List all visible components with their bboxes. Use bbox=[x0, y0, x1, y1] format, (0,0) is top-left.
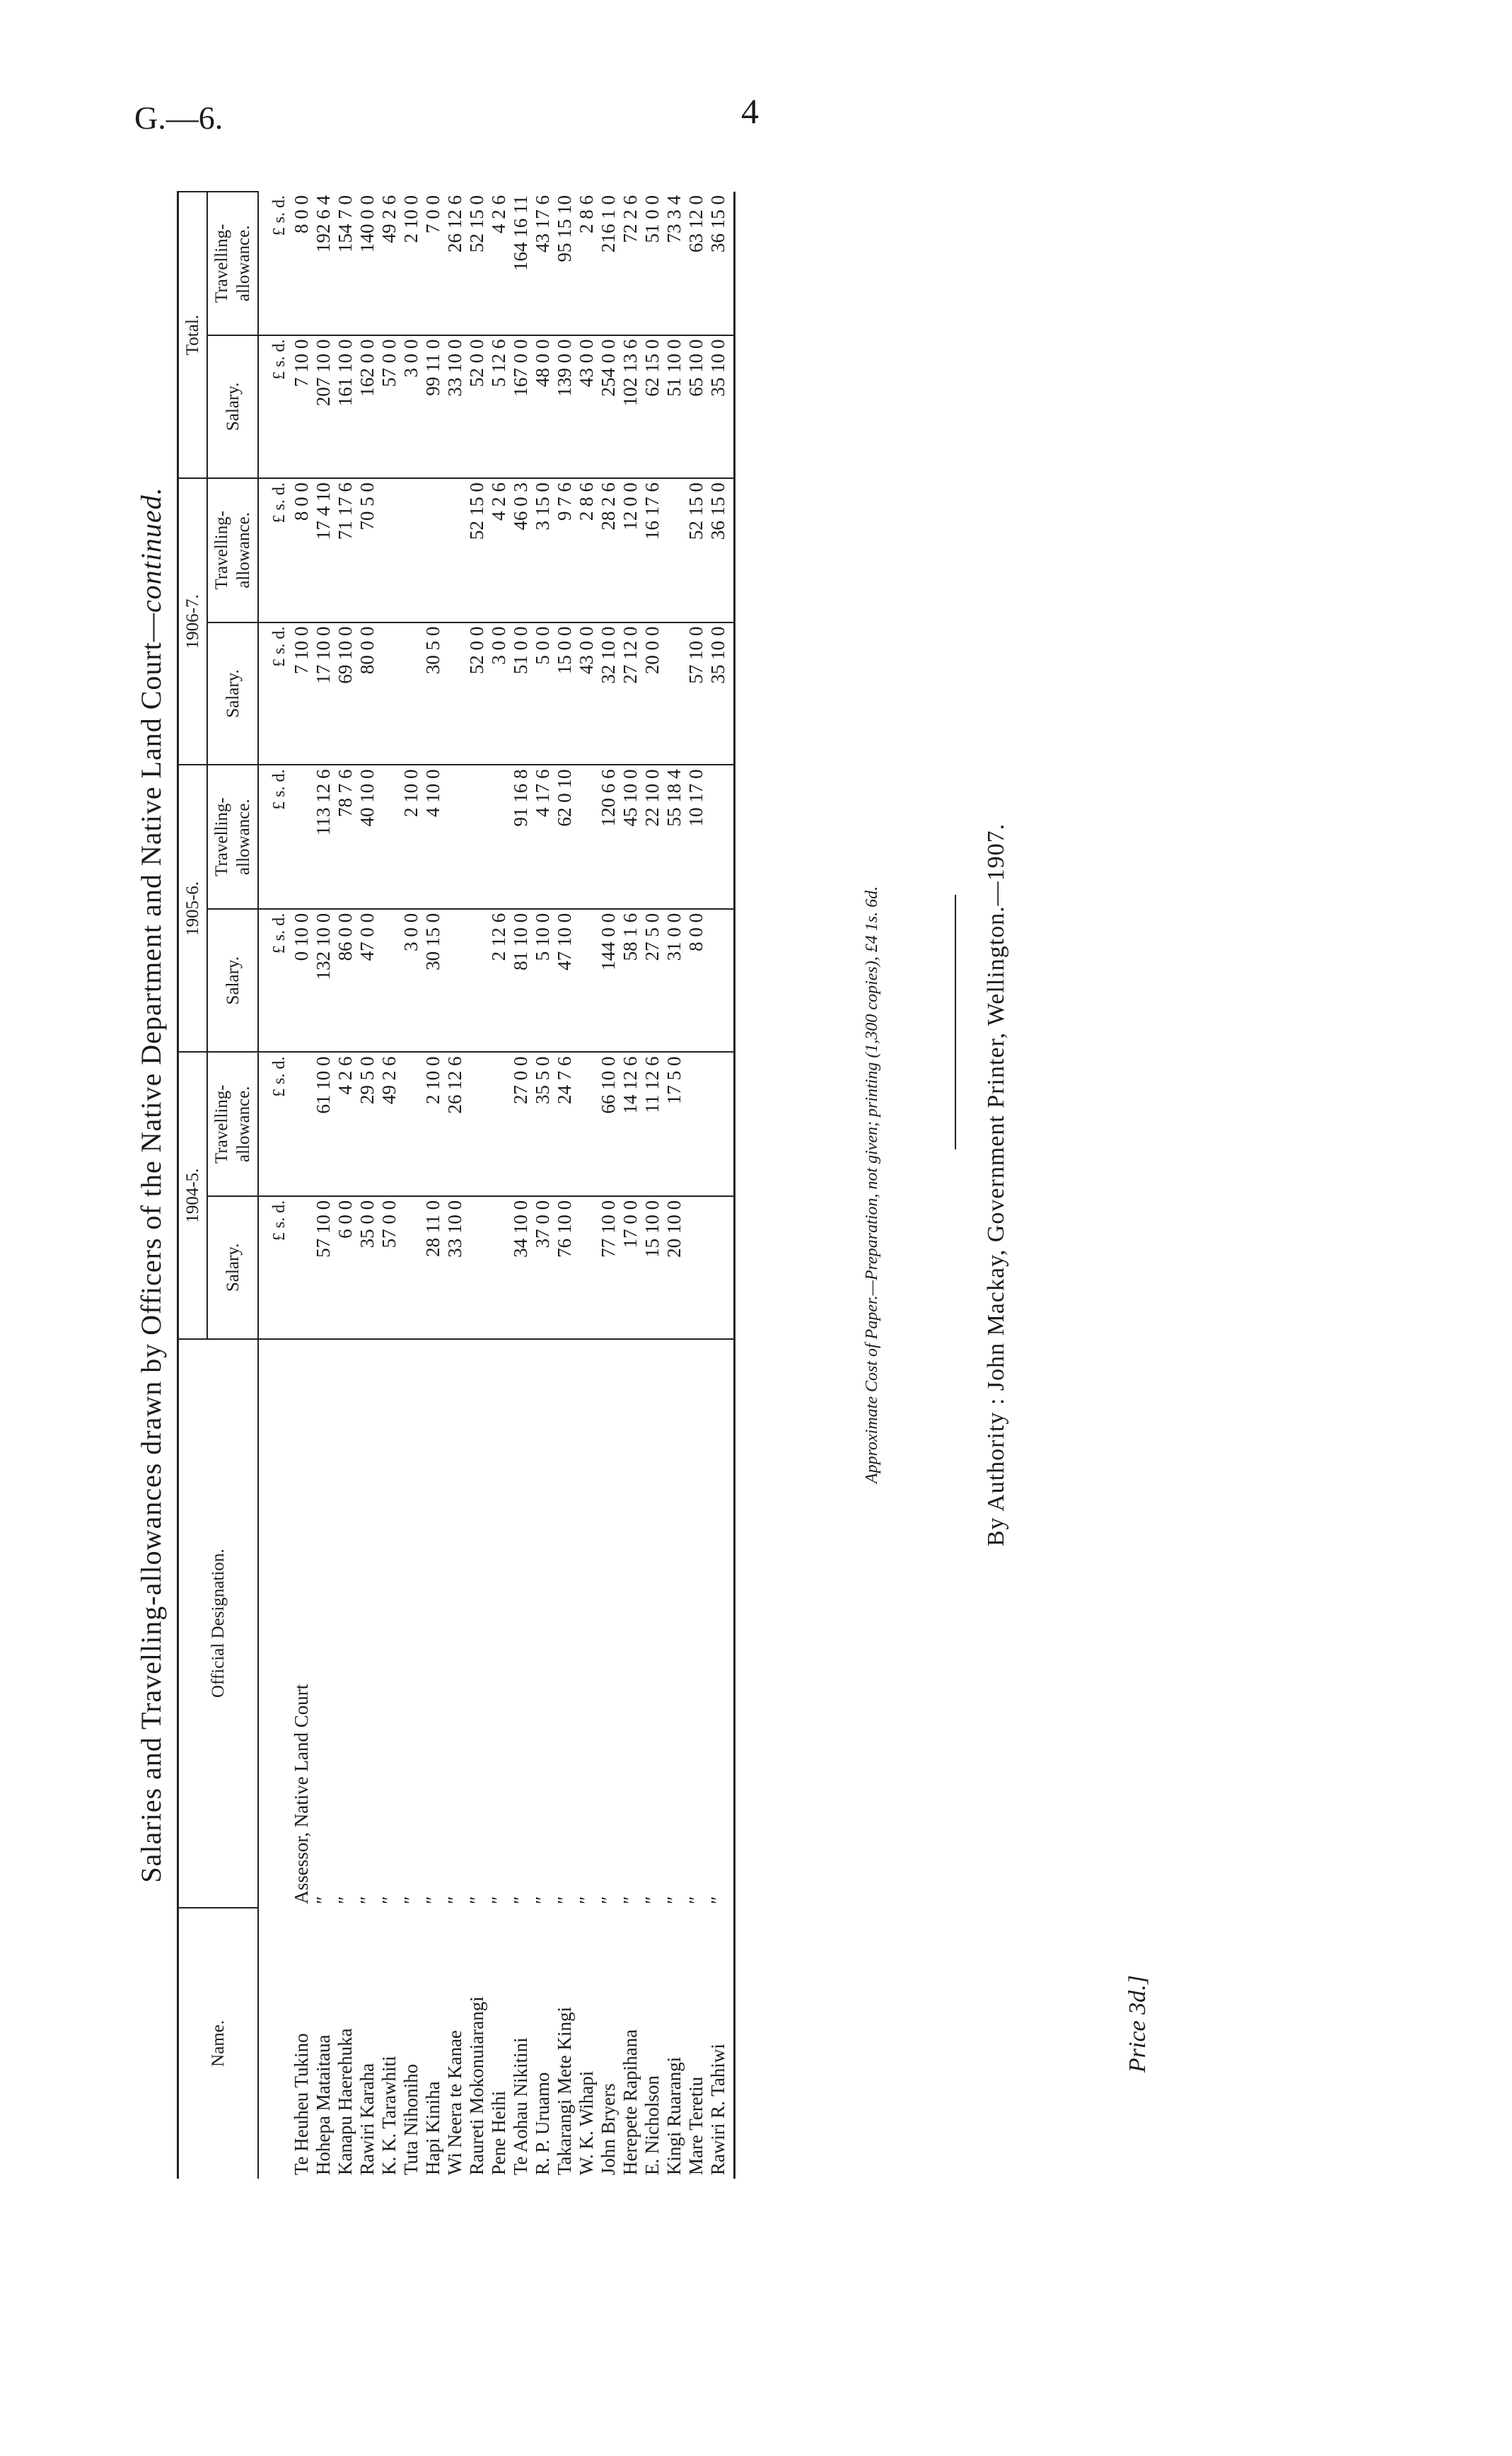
salary-cell: 0 10 0 bbox=[291, 909, 313, 1053]
officer-name: Hohepa Mataitaua bbox=[313, 2034, 334, 2175]
official-designation: ″ bbox=[444, 1896, 465, 1904]
travelling-allowance-cell: 27 0 0 bbox=[510, 1052, 532, 1195]
salary-cell: 3 0 0 bbox=[488, 622, 510, 765]
page-number: 4 bbox=[741, 91, 759, 131]
official-designation: ″ bbox=[576, 1896, 597, 1904]
officer-name: Kanapu Haerehuka bbox=[335, 2028, 356, 2175]
salary-cell: 6 0 0 bbox=[335, 1196, 356, 1339]
salary-cell: 15 0 0 bbox=[554, 622, 576, 765]
travelling-allowance-cell: 26 12 6 bbox=[444, 1052, 466, 1195]
salary-cell: 161 10 0 bbox=[335, 335, 356, 479]
column-header-year-1905: 1905-6. bbox=[178, 765, 208, 1052]
travelling-allowance-cell: 8 0 0 bbox=[291, 192, 313, 335]
salary-cell: 52 0 0 bbox=[466, 335, 488, 479]
travelling-allowance-cell: 140 0 0 bbox=[356, 192, 378, 335]
travelling-allowance-cell: 4 10 0 bbox=[422, 765, 444, 908]
salary-cell: 144 0 0 bbox=[598, 909, 620, 1053]
salary-cell: 57 10 0 bbox=[685, 622, 707, 765]
salary-cell: 99 11 0 bbox=[422, 335, 444, 479]
salary-cell: 3 0 0 bbox=[400, 335, 422, 479]
travelling-allowance-cell: 62 0 10 bbox=[554, 765, 576, 908]
units-row bbox=[258, 192, 291, 2179]
table-row bbox=[510, 192, 532, 2179]
salary-cell bbox=[400, 622, 422, 765]
subheader-salary: Salary. bbox=[207, 909, 258, 1053]
travelling-allowance-cell: 70 5 0 bbox=[356, 478, 378, 622]
salary-cell: 43 0 0 bbox=[576, 335, 598, 479]
travelling-allowance-cell: 2 8 6 bbox=[576, 192, 598, 335]
official-designation: Assessor, Native Land Court bbox=[291, 1684, 312, 1904]
travelling-allowance-cell bbox=[576, 765, 598, 908]
travelling-allowance-cell: 52 15 0 bbox=[685, 478, 707, 622]
travelling-allowance-cell bbox=[663, 478, 685, 622]
officer-name: Herepete Rapihana bbox=[620, 2029, 641, 2175]
salary-cell: 62 15 0 bbox=[641, 335, 663, 479]
salary-cell: 102 13 6 bbox=[620, 335, 641, 479]
travelling-allowance-cell: 35 5 0 bbox=[532, 1052, 554, 1195]
column-header-year-1906: 1906-7. bbox=[178, 478, 208, 765]
table-title bbox=[134, 191, 168, 2179]
officer-name: Te Heuheu Tukino bbox=[291, 2033, 312, 2175]
salary-cell: 20 10 0 bbox=[663, 1196, 685, 1339]
travelling-allowance-cell bbox=[378, 765, 400, 908]
table-row bbox=[313, 192, 335, 2179]
table-body bbox=[258, 192, 735, 2179]
salary-cell: 15 10 0 bbox=[641, 1196, 663, 1339]
travelling-allowance-cell: 61 10 0 bbox=[313, 1052, 335, 1195]
officer-name: Tuta Nihoniho bbox=[400, 2063, 421, 2175]
units-label: £ s. d. bbox=[258, 192, 291, 335]
travelling-allowance-cell: 16 17 6 bbox=[641, 478, 663, 622]
travelling-allowance-cell: 95 15 10 bbox=[554, 192, 576, 335]
salary-cell: 43 0 0 bbox=[576, 622, 598, 765]
travelling-allowance-cell: 28 2 6 bbox=[598, 478, 620, 622]
official-designation: ″ bbox=[488, 1896, 509, 1904]
salary-cell bbox=[707, 1196, 735, 1339]
travelling-allowance-cell bbox=[400, 478, 422, 622]
cost-of-paper-note: Approximate Cost of Paper.—Preparation, not given; printing (1,300 copies), £4 1s. 6d. bbox=[863, 886, 881, 1484]
salary-cell: 76 10 0 bbox=[554, 1196, 576, 1339]
salary-cell: 7 10 0 bbox=[291, 622, 313, 765]
salaries-table bbox=[177, 191, 735, 2179]
travelling-allowance-cell bbox=[378, 478, 400, 622]
travelling-allowance-cell: 216 1 0 bbox=[598, 192, 620, 335]
table-row bbox=[400, 192, 422, 2179]
table-row bbox=[532, 192, 554, 2179]
officer-name: Mare Teretiu bbox=[685, 2076, 706, 2175]
travelling-allowance-cell: 40 10 0 bbox=[356, 765, 378, 908]
travelling-allowance-cell: 29 5 0 bbox=[356, 1052, 378, 1195]
salary-cell bbox=[576, 909, 598, 1053]
table-row bbox=[663, 192, 685, 2179]
official-designation: ″ bbox=[532, 1896, 553, 1904]
salary-cell: 52 0 0 bbox=[466, 622, 488, 765]
salary-cell: 35 10 0 bbox=[707, 622, 735, 765]
table-row bbox=[707, 192, 735, 2179]
officer-name: K. K. Tarawhiti bbox=[378, 2056, 400, 2175]
travelling-allowance-cell: 4 2 6 bbox=[335, 1052, 356, 1195]
salary-cell: 32 10 0 bbox=[598, 622, 620, 765]
official-designation: ″ bbox=[554, 1896, 575, 1904]
salary-cell: 30 15 0 bbox=[422, 909, 444, 1053]
subheader-travelling-allowance: Travelling-allowance. bbox=[207, 192, 258, 335]
travelling-allowance-cell: 46 0 3 bbox=[510, 478, 532, 622]
salary-cell: 254 0 0 bbox=[598, 335, 620, 479]
units-label: £ s. d. bbox=[258, 765, 291, 908]
travelling-allowance-cell: 8 0 0 bbox=[291, 478, 313, 622]
travelling-allowance-cell: 26 12 6 bbox=[444, 192, 466, 335]
salary-cell: 69 10 0 bbox=[335, 622, 356, 765]
travelling-allowance-cell: 91 16 8 bbox=[510, 765, 532, 908]
officer-name: Rawiri R. Tahiwi bbox=[707, 1908, 735, 2179]
units-label: £ s. d. bbox=[258, 1052, 291, 1195]
official-designation: ″ bbox=[620, 1896, 641, 1904]
officer-name: Wi Neera te Kanae bbox=[444, 2029, 465, 2175]
official-designation: ″ bbox=[313, 1896, 334, 1904]
salary-cell: 30 5 0 bbox=[422, 622, 444, 765]
units-label: £ s. d. bbox=[258, 1196, 291, 1339]
subheader-salary: Salary. bbox=[207, 622, 258, 765]
official-designation: ″ bbox=[400, 1896, 421, 1904]
travelling-allowance-cell bbox=[291, 765, 313, 908]
travelling-allowance-cell: 2 8 6 bbox=[576, 478, 598, 622]
officer-name: Takarangi Mete Kingi bbox=[554, 2006, 575, 2175]
salary-cell: 162 0 0 bbox=[356, 335, 378, 479]
salary-cell: 5 0 0 bbox=[532, 622, 554, 765]
table-row bbox=[576, 192, 598, 2179]
travelling-allowance-cell bbox=[422, 478, 444, 622]
subheader-travelling-allowance: Travelling-allowance. bbox=[207, 478, 258, 622]
travelling-allowance-cell: 36 15 0 bbox=[707, 192, 735, 335]
column-header-designation: Official Designation. bbox=[178, 1339, 259, 1908]
travelling-allowance-cell bbox=[444, 478, 466, 622]
column-header-year-1904: 1904-5. bbox=[178, 1052, 208, 1338]
official-designation: ″ bbox=[335, 1896, 356, 1904]
salary-cell: 51 10 0 bbox=[663, 335, 685, 479]
units-label: £ s. d. bbox=[258, 478, 291, 622]
travelling-allowance-cell bbox=[291, 1052, 313, 1195]
table-row bbox=[378, 192, 400, 2179]
travelling-allowance-cell: 9 7 6 bbox=[554, 478, 576, 622]
rotated-table-sheet bbox=[134, 191, 1151, 2179]
travelling-allowance-cell: 52 15 0 bbox=[466, 478, 488, 622]
table-title-main: Salaries and Travelling-allowances drawn by Officers of the Native Department and Native Land Court— bbox=[135, 613, 167, 1883]
travelling-allowance-cell: 49 2 6 bbox=[378, 192, 400, 335]
travelling-allowance-cell: 71 17 6 bbox=[335, 478, 356, 622]
table-row bbox=[488, 192, 510, 2179]
officer-name: John Bryers bbox=[598, 2083, 619, 2175]
salary-cell bbox=[707, 909, 735, 1053]
travelling-allowance-cell: 72 2 6 bbox=[620, 192, 641, 335]
official-designation: ″ bbox=[598, 1896, 619, 1904]
travelling-allowance-cell: 63 12 0 bbox=[685, 192, 707, 335]
table-title-continued: continued. bbox=[135, 487, 167, 613]
salary-cell: 58 1 6 bbox=[620, 909, 641, 1053]
salary-cell bbox=[685, 1196, 707, 1339]
salary-cell bbox=[466, 1196, 488, 1339]
travelling-allowance-cell: 120 6 6 bbox=[598, 765, 620, 908]
official-designation: ″ bbox=[510, 1896, 531, 1904]
travelling-allowance-cell: 2 10 0 bbox=[422, 1052, 444, 1195]
subheader-salary: Salary. bbox=[207, 1196, 258, 1339]
official-designation: ″ bbox=[707, 1339, 735, 1908]
salary-cell: 35 10 0 bbox=[707, 335, 735, 479]
official-designation: ″ bbox=[466, 1896, 487, 1904]
units-label: £ s. d. bbox=[258, 335, 291, 479]
official-designation: ″ bbox=[641, 1896, 663, 1904]
subheader-salary: Salary. bbox=[207, 335, 258, 479]
subheader-travelling-allowance: Travelling-allowance. bbox=[207, 765, 258, 908]
subheader-travelling-allowance: Travelling-allowance. bbox=[207, 1052, 258, 1195]
travelling-allowance-cell: 192 6 4 bbox=[313, 192, 335, 335]
travelling-allowance-cell bbox=[444, 765, 466, 908]
salary-cell: 47 0 0 bbox=[356, 909, 378, 1053]
travelling-allowance-cell: 78 7 6 bbox=[335, 765, 356, 908]
travelling-allowance-cell: 22 10 0 bbox=[641, 765, 663, 908]
salary-cell: 17 0 0 bbox=[620, 1196, 641, 1339]
travelling-allowance-cell: 12 0 0 bbox=[620, 478, 641, 622]
price-label: Price 3d.] bbox=[1124, 1975, 1151, 2073]
travelling-allowance-cell: 154 7 0 bbox=[335, 192, 356, 335]
travelling-allowance-cell: 43 17 6 bbox=[532, 192, 554, 335]
salary-cell: 48 0 0 bbox=[532, 335, 554, 479]
salary-cell: 86 0 0 bbox=[335, 909, 356, 1053]
salary-cell bbox=[488, 1196, 510, 1339]
travelling-allowance-cell bbox=[707, 765, 735, 908]
travelling-allowance-cell: 164 16 11 bbox=[510, 192, 532, 335]
travelling-allowance-cell: 7 0 0 bbox=[422, 192, 444, 335]
official-designation: ″ bbox=[378, 1896, 400, 1904]
salary-cell bbox=[444, 622, 466, 765]
salary-cell bbox=[400, 1196, 422, 1339]
table-row bbox=[356, 192, 378, 2179]
travelling-allowance-cell: 49 2 6 bbox=[378, 1052, 400, 1195]
travelling-allowance-cell: 3 15 0 bbox=[532, 478, 554, 622]
travelling-allowance-cell: 4 2 6 bbox=[488, 192, 510, 335]
salary-cell bbox=[466, 909, 488, 1053]
salary-cell: 8 0 0 bbox=[685, 909, 707, 1053]
travelling-allowance-cell: 4 17 6 bbox=[532, 765, 554, 908]
salary-cell: 27 12 0 bbox=[620, 622, 641, 765]
salary-cell: 47 10 0 bbox=[554, 909, 576, 1053]
salary-cell: 65 10 0 bbox=[685, 335, 707, 479]
salary-cell bbox=[576, 1196, 598, 1339]
table-row bbox=[422, 192, 444, 2179]
officer-name: Pene Heihi bbox=[488, 2090, 509, 2175]
travelling-allowance-cell: 17 4 10 bbox=[313, 478, 335, 622]
table-row bbox=[641, 192, 663, 2179]
table-row bbox=[554, 192, 576, 2179]
travelling-allowance-cell: 14 12 6 bbox=[620, 1052, 641, 1195]
officer-name: Kingi Ruarangi bbox=[663, 2056, 685, 2175]
officer-name: R. P. Uruamo bbox=[532, 2072, 553, 2175]
salary-cell: 35 0 0 bbox=[356, 1196, 378, 1339]
salary-cell: 7 10 0 bbox=[291, 335, 313, 479]
salary-cell bbox=[444, 909, 466, 1053]
travelling-allowance-cell: 4 2 6 bbox=[488, 478, 510, 622]
travelling-allowance-cell: 55 18 4 bbox=[663, 765, 685, 908]
table-row bbox=[291, 192, 313, 2179]
travelling-allowance-cell: 45 10 0 bbox=[620, 765, 641, 908]
salary-cell: 207 10 0 bbox=[313, 335, 335, 479]
salary-cell bbox=[663, 622, 685, 765]
official-designation: ″ bbox=[663, 1896, 685, 1904]
salary-cell: 3 0 0 bbox=[400, 909, 422, 1053]
salary-cell: 37 0 0 bbox=[532, 1196, 554, 1339]
salary-cell: 51 0 0 bbox=[510, 622, 532, 765]
salary-cell bbox=[378, 909, 400, 1053]
units-label: £ s. d. bbox=[258, 909, 291, 1053]
salary-cell: 139 0 0 bbox=[554, 335, 576, 479]
table-row bbox=[598, 192, 620, 2179]
travelling-allowance-cell: 10 17 0 bbox=[685, 765, 707, 908]
salary-cell: 5 10 0 bbox=[532, 909, 554, 1053]
travelling-allowance-cell bbox=[488, 765, 510, 908]
salary-cell: 33 10 0 bbox=[444, 1196, 466, 1339]
travelling-allowance-cell: 113 12 6 bbox=[313, 765, 335, 908]
salary-cell: 2 12 6 bbox=[488, 909, 510, 1053]
salary-cell: 77 10 0 bbox=[598, 1196, 620, 1339]
column-header-total: Total. bbox=[178, 192, 208, 478]
travelling-allowance-cell: 51 0 0 bbox=[641, 192, 663, 335]
travelling-allowance-cell: 2 10 0 bbox=[400, 192, 422, 335]
travelling-allowance-cell: 36 15 0 bbox=[707, 478, 735, 622]
officer-name: Rawiri Karaha bbox=[356, 2063, 378, 2175]
salary-cell bbox=[291, 1196, 313, 1339]
travelling-allowance-cell bbox=[466, 1052, 488, 1195]
travelling-allowance-cell bbox=[576, 1052, 598, 1195]
travelling-allowance-cell bbox=[488, 1052, 510, 1195]
officer-name: Te Aohau Nikitini bbox=[510, 2037, 531, 2175]
official-designation: ″ bbox=[685, 1896, 706, 1904]
salary-cell: 33 10 0 bbox=[444, 335, 466, 479]
travelling-allowance-cell bbox=[685, 1052, 707, 1195]
officer-name: Raureti Mokonuiarangi bbox=[466, 1996, 487, 2175]
travelling-allowance-cell bbox=[707, 1052, 735, 1195]
travelling-allowance-cell: 73 3 4 bbox=[663, 192, 685, 335]
travelling-allowance-cell bbox=[400, 1052, 422, 1195]
salary-cell: 57 10 0 bbox=[313, 1196, 335, 1339]
travelling-allowance-cell bbox=[466, 765, 488, 908]
salary-cell: 132 10 0 bbox=[313, 909, 335, 1053]
units-label: £ s. d. bbox=[258, 622, 291, 765]
salary-cell: 167 0 0 bbox=[510, 335, 532, 479]
table-row bbox=[620, 192, 641, 2179]
officer-name: Hapi Kiniha bbox=[422, 2081, 443, 2175]
table-row bbox=[685, 192, 707, 2179]
salary-cell bbox=[378, 622, 400, 765]
page-reference: G.—6. bbox=[134, 100, 223, 136]
salary-cell: 57 0 0 bbox=[378, 1196, 400, 1339]
salary-cell: 28 11 0 bbox=[422, 1196, 444, 1339]
travelling-allowance-cell: 2 10 0 bbox=[400, 765, 422, 908]
table-row bbox=[444, 192, 466, 2179]
travelling-allowance-cell: 24 7 6 bbox=[554, 1052, 576, 1195]
printer-authority: By Authority : John Mackay, Government Printer, Wellington.—1907. bbox=[983, 823, 1009, 1547]
column-header-name: Name. bbox=[178, 1908, 259, 2179]
travelling-allowance-cell: 11 12 6 bbox=[641, 1052, 663, 1195]
salary-cell: 27 5 0 bbox=[641, 909, 663, 1053]
table-row bbox=[335, 192, 356, 2179]
official-designation: ″ bbox=[422, 1896, 443, 1904]
salary-cell: 5 12 6 bbox=[488, 335, 510, 479]
divider-rule bbox=[955, 895, 956, 1149]
official-designation: ″ bbox=[356, 1896, 378, 1904]
salary-cell: 31 0 0 bbox=[663, 909, 685, 1053]
travelling-allowance-cell: 17 5 0 bbox=[663, 1052, 685, 1195]
table-row bbox=[466, 192, 488, 2179]
officer-name: W. K. Wihapi bbox=[576, 2070, 597, 2175]
travelling-allowance-cell: 66 10 0 bbox=[598, 1052, 620, 1195]
salary-cell: 20 0 0 bbox=[641, 622, 663, 765]
salary-cell: 81 10 0 bbox=[510, 909, 532, 1053]
salary-cell: 17 10 0 bbox=[313, 622, 335, 765]
salary-cell: 57 0 0 bbox=[378, 335, 400, 479]
travelling-allowance-cell: 52 15 0 bbox=[466, 192, 488, 335]
salary-cell: 80 0 0 bbox=[356, 622, 378, 765]
officer-name: E. Nicholson bbox=[641, 2075, 663, 2175]
salary-cell: 34 10 0 bbox=[510, 1196, 532, 1339]
